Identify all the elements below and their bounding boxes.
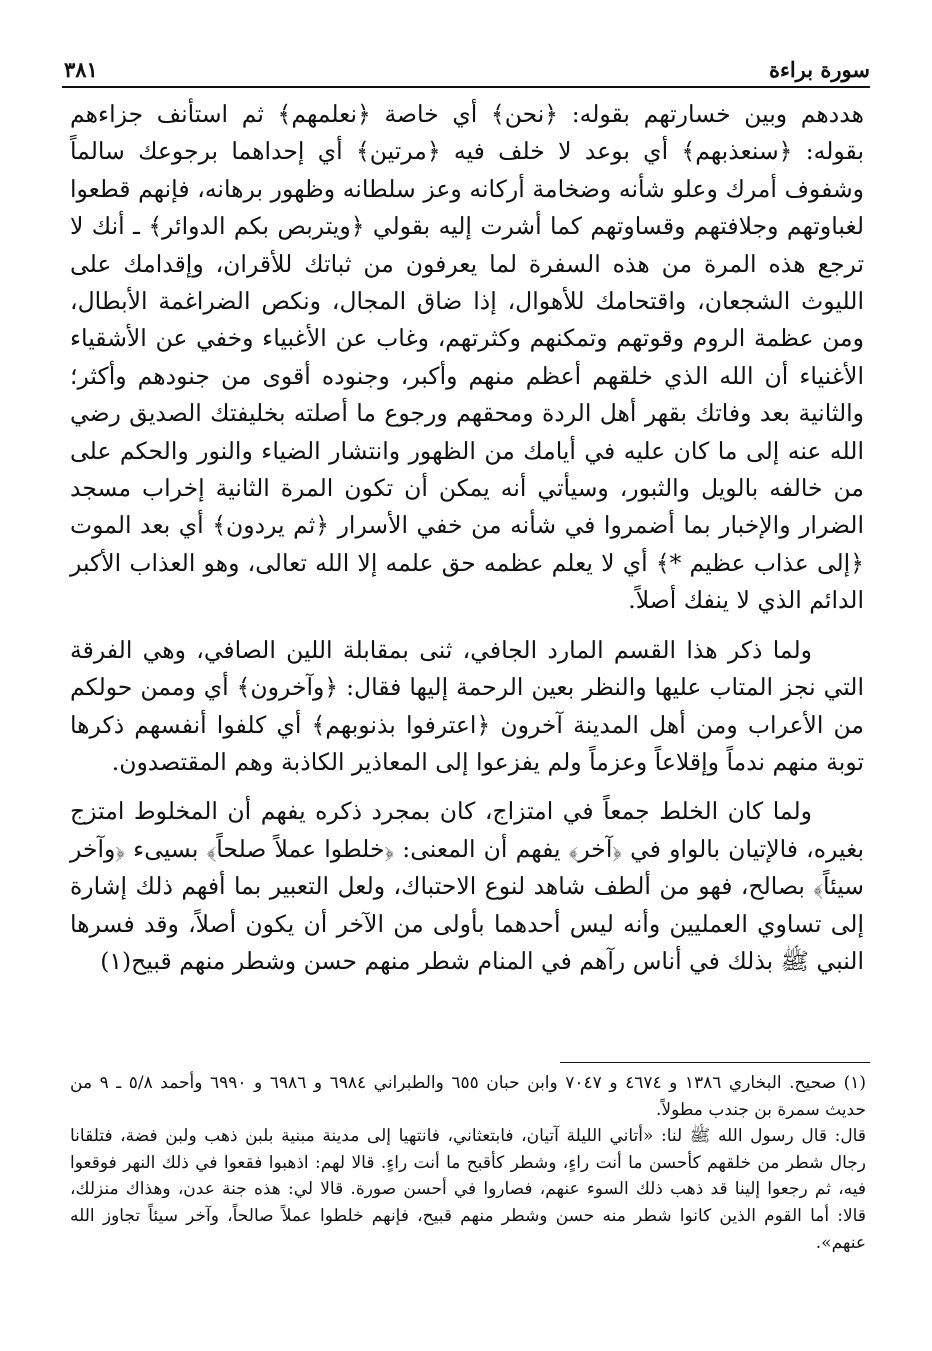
page-header xyxy=(64,42,870,82)
paragraph: ولما كان الخلط جمعاً في امتزاج، كان بمجرد ذكره يفهم أن المخلوط امتزج بغيره، فالإتيان بالواو في ﴿آخر﴾ يفهم أن المعنى: ﴿خلطوا عملاً صلحاً﴾ بسيىء ﴿وآخر سيئاً﴾ بصالح، فهو من ألطف شاهد لنوع الاحتباك، ولعل التعبير بما أفهم ذلك إشارة إلى تساوي العمليين وأنه ليس أحدهما بأولى من الآخر أن يكون أصلاً، وقد فسرها النبي ﷺ بذلك في أناس رآهم في المنام شطر منهم حسن وشطر منهم قبيح(١) xyxy=(70,797,864,975)
main-text xyxy=(70,96,864,980)
header-divider xyxy=(62,86,870,88)
page-number: ٣٨١ xyxy=(64,57,98,82)
footnotes xyxy=(70,1070,866,1256)
footnote-divider xyxy=(560,1062,870,1063)
paragraph: هددهم وبين خسارتهم بقوله: ﴿نحن﴾ أي خاصة ﴿نعلمهم﴾ ثم استأنف جزاءهم بقوله: ﴿سنعذبهم﴾ أي بوعد لا خلف فيه ﴿مرتين﴾ أي إحداهما برجوعك سالماً وشفوف أمرك وعلو شأنه وضخامة أركانه وعز سلطانه وظهور برهانه، فإنهم قطعوا لغباوتهم وجلافتهم وقساوتهم كما أشرت إليه بقولي ﴿ويتربص بكم الدوائر﴾ ـ أنك لا ترجع هذه المرة من هذه السفرة لما يعرفون من ثباتك للأقران، وإقدامك على الليوث الشجعان، واقتحامك للأهوال، إذا ضاق المجال، ونكص الضراغمة الأبطال، ومن عظمة الروم وقوتهم وتمكنهم وكثرتهم، وغاب عن الأغبياء وخفي عن الأشقياء الأغنياء أن الله الذي خلقهم أعظم منهم وأكبر، وجنوده أقوى من جنودهم وأكثر؛ والثانية بعد وفاتك بقهر أهل الردة ومحقهم ورجوع ما أصلته بخليفتك الصديق رضي الله عنه إلى ما كان عليه في أيامك من الظهور وانتشار الضياء والنور والحكم على من خالفه بالويل والثبور، وسيأتي أنه يمكن أن تكون المرة الثانية إخراب مسجد الضرار والإخبار بما أضمروا في شأنه من خفي الأسرار ﴿ثم يردون﴾ أي بعد الموت ﴿إلى عذاب عظيم *﴾ أي لا يعلم عظمه حق علمه إلا الله تعالى، وهو العذاب الأكبر الدائم الذي لا ينفك أصلاً. xyxy=(70,100,864,615)
sura-title: سورة براءة xyxy=(768,57,870,82)
paragraph: ولما ذكر هذا القسم المارد الجافي، ثنى بمقابلة اللين الصافي، وهي الفرقة التي نجز المتاب عليها والنظر بعين الرحمة إليها فقال: ﴿وآخرون﴾ أي وممن حولكم من الأعراب ومن أهل المدينة آخرون ﴿اعترفوا بذنوبهم﴾ أي كلفوا أنفسهم ذكرها توبة منهم ندماً وإقلاعاً وعزماً ولم يفزعوا إلى المعاذير الكاذبة وهم المقتصدون. xyxy=(70,635,864,776)
footnote-continuation: قال: قال رسول الله ﷺ لنا: «أتاني الليلة آتيان، فابتعثاني، فانتهيا إلى مدينة مبنية بلبن ذهب ولبن فضة، فتلقانا رجال شطر من خلقهم كأحسن ما أنت راءٍ، وشطر كأقبح ما أنت راءٍ. قالا لهم: اذهبوا فقعوا في ذلك النهر فوقعوا فيه، ثم رجعوا إلينا قد ذهب ذلك السوء عنهم، فصاروا في أحسن صورة. قالا لي: هذه جنة عدن، وهذاك منزلك، قالا: أما القوم الذين كانوا شطر منه حسن وشطر منهم قبيح، فإنهم خلطوا عملاً صالحاً، وآخر سيئاً تجاوز الله عنهم». xyxy=(70,1126,866,1253)
footnote: (١) صحيح. البخاري ١٣٨٦ و ٤٦٧٤ و ٧٠٤٧ وابن حبان ٦٥٥ والطبراني ٦٩٨٤ و ٦٩٨٦ و ٦٩٩٠ وأحمد ٥/٨ ـ ٩ من حديث سمرة بن جندب مطولاً. xyxy=(70,1073,866,1120)
